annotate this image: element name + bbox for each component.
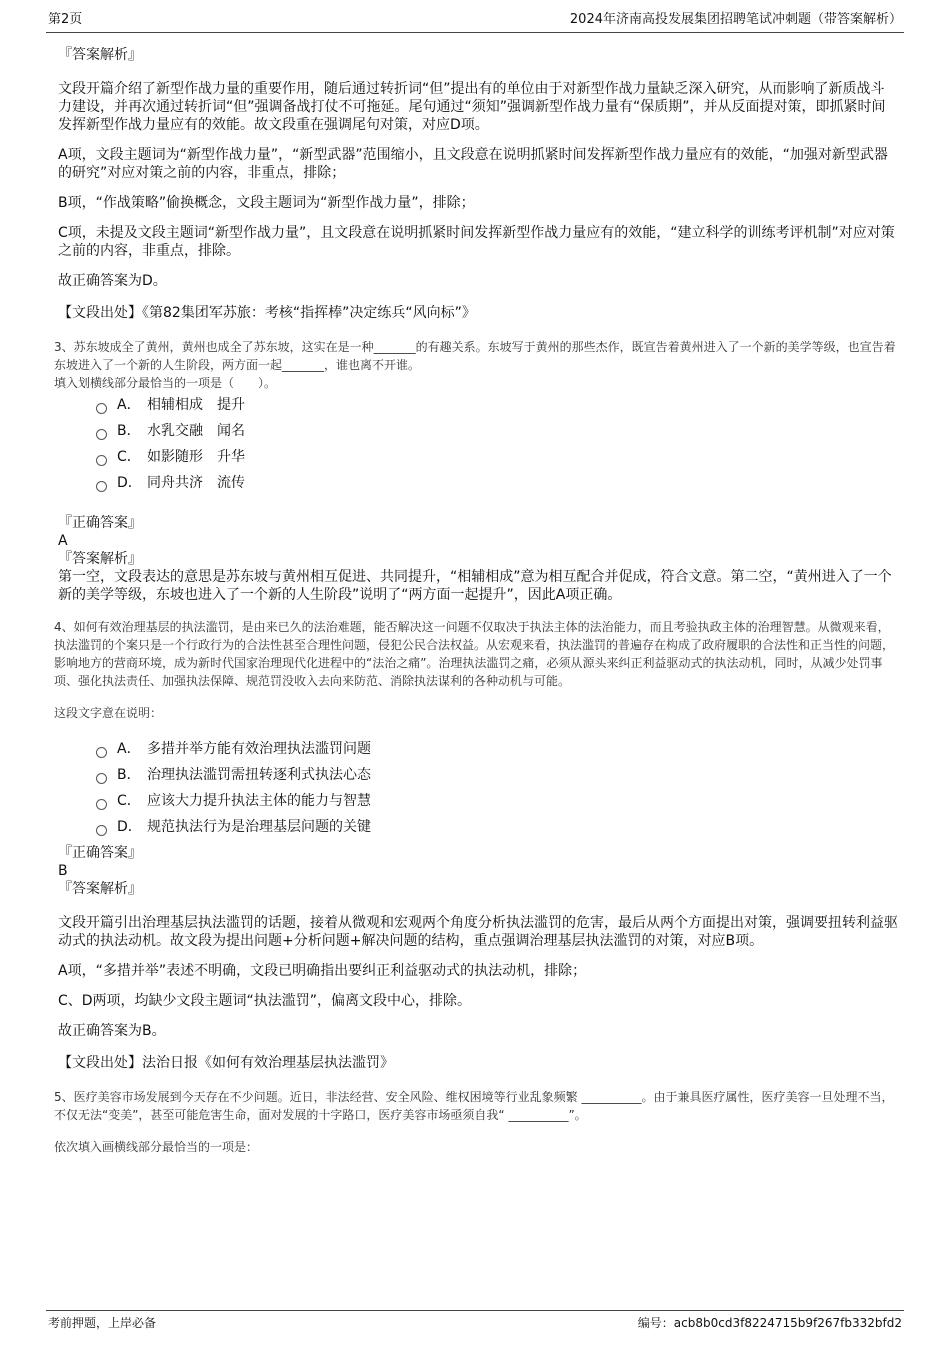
q3-analysis-heading: 『答案解析』 <box>58 551 142 567</box>
q4-analysis-option-a: A项，“多措并举”表述不明确，文段已明确指出要纠正利益驱动式的执法动机，排除； <box>58 963 587 979</box>
page-number: 第2页 <box>48 12 83 27</box>
radio-icon[interactable] <box>96 747 107 758</box>
q2-conclusion: 故正确答案为D。 <box>58 273 167 289</box>
radio-icon[interactable] <box>96 403 107 414</box>
q4-prompt: 这段文字意在说明： <box>54 706 163 720</box>
document-title: 2024年济南高投发展集团招聘笔试冲刺题（带答案解析） <box>569 12 902 27</box>
q4-analysis-heading: 『答案解析』 <box>58 881 142 897</box>
q4-answer-heading: 『正确答案』 <box>58 845 142 861</box>
q3-option-d[interactable]: D． 同舟共济 流传 <box>96 474 898 492</box>
q3-prompt: 填入划横线部分最恰当的一项是（ ）。 <box>54 376 277 390</box>
q4-analysis-para: 文段开篇引出治理基层执法滥罚的话题，接着从微观和宏观两个角度分析执法滥罚的危害，最后从两个方面提出对策，强调要扭转利益驱动式的执法动机。故文段为提出问题+分析问题+解决问题的结构，重点强调治理基层执法滥罚的对策，对应B项。 <box>58 915 898 949</box>
q4-analysis-option-cd: C、D两项，均缺少文段主题词“执法滥罚”，偏离文段中心，排除。 <box>58 993 472 1009</box>
radio-icon[interactable] <box>96 773 107 784</box>
q4-stem: 4、如何有效治理基层的执法滥罚，是由来已久的法治难题，能否解决这一问题不仅取决于执法主体的法治能力，而且考验执政主体的治理智慧。从微观来看，执法滥罚的个案只是一个行政行为的合法性甚至合理性问题，侵犯公民合法权益。从宏观来看，执法滥罚的普遍存在构成了政府履职的合法性和正当性的问题，影响地方的营商环境，成为新时代国家治理现代化进程中的“法治之痛”。治理执法滥罚之痛，必须从源头来纠正利益驱动式的执法动机，同时，从减少处罚事项、强化执法责任、加强执法保障、规范罚没收入去向来防范、消除执法谋利的各种动机与可能。 <box>54 620 895 688</box>
q2-analysis-para: 文段开篇介绍了新型作战力量的重要作用，随后通过转折词“但”提出有的单位由于对新型作战力量缺乏深入研究，从而影响了新质战斗力建设，并再次通过转折词“但”强调备战打仗不可拖延。尾句通过“须知”强调新型作战力量有“保质期”，并从反面提对策，即抓紧时间发挥新型作战力量应有的效能。故文段重在强调尾句对策，对应D项。 <box>58 81 886 133</box>
q2-analysis-option-a: A项，文段主题词为“新型作战力量”，“新型武器”范围缩小，且文段意在说明抓紧时间发挥新型作战力量应有的效能，“加强对新型武器的研究”对应对策之前的内容，非重点，排除； <box>58 147 888 181</box>
q4-answer: B <box>58 863 68 879</box>
main-content <box>54 46 898 1156</box>
q5-stem: 5、医疗美容市场发展到今天存在不少问题。近日，非法经营、安全风险、维权困境等行业乱象频繁 __________。由于兼具医疗属性，医疗美容一旦处理不当，不仅无法“变美”，甚至可能危害生命，面对发展的十字路口，医疗美容市场亟须自我“ __________”。 <box>54 1090 894 1122</box>
q4-option-c[interactable]: C． 应该大力提升执法主体的能力与智慧 <box>96 792 898 810</box>
q3-option-c[interactable]: C． 如影随形 升华 <box>96 448 898 466</box>
q4-option-d[interactable]: D． 规范执法行为是治理基层问题的关键 <box>96 818 898 836</box>
page-header <box>46 10 904 33</box>
q3-stem: 3、苏东坡成全了黄州，黄州也成全了苏东坡，这实在是一种_______的有趣关系。东坡写于黄州的那些杰作，既宣告着黄州进入了一个新的美学等级，也宣告着东坡进入了一个新的人生阶段，两方面一起_______，谁也离不开谁。 <box>54 340 896 372</box>
radio-icon[interactable] <box>96 825 107 836</box>
q3-option-b[interactable]: B． 水乳交融 闻名 <box>96 422 898 440</box>
q5-prompt: 依次填入画横线部分最恰当的一项是： <box>54 1140 259 1154</box>
q2-source: 【文段出处】《第82集团军苏旅：考核“指挥棒”决定练兵“风向标”》 <box>58 305 476 321</box>
radio-icon[interactable] <box>96 455 107 466</box>
q4-conclusion: 故正确答案为B。 <box>58 1023 166 1039</box>
q3-analysis: 第一空，文段表达的意思是苏东坡与黄州相互促进、共同提升，“相辅相成”意为相互配合并促成，符合文意。第二空，“黄州进入了一个新的美学等级，东坡也进入了一个新的人生阶段”说明了“两方面一起提升”，因此A项正确。 <box>58 569 892 603</box>
q4-option-b[interactable]: B． 治理执法滥罚需扭转逐利式执法心态 <box>96 766 898 784</box>
document-code: 编号：acb8b0cd3f8224715b9f267fb332bfd2 <box>637 1316 902 1330</box>
q2-analysis-option-b: B项，“作战策略”偷换概念，文段主题词为“新型作战力量”，排除； <box>58 195 475 211</box>
q4-option-a[interactable]: A． 多措并举方能有效治理执法滥罚问题 <box>96 740 898 758</box>
q2-analysis-option-c: C项，未提及文段主题词“新型作战力量”，且文段意在说明抓紧时间发挥新型作战力量应有的效能，“建立科学的训练考评机制”对应对策之前的内容，非重点，排除。 <box>58 225 895 259</box>
radio-icon[interactable] <box>96 799 107 810</box>
radio-icon[interactable] <box>96 429 107 440</box>
radio-icon[interactable] <box>96 481 107 492</box>
q3-answer: A <box>58 533 68 549</box>
q3-answer-heading: 『正确答案』 <box>58 515 142 531</box>
q3-option-a[interactable]: A． 相辅相成 提升 <box>96 396 898 414</box>
footer-slogan: 考前押题，上岸必备 <box>48 1316 157 1330</box>
page-footer <box>46 1310 904 1335</box>
q2-analysis-heading: 『答案解析』 <box>58 47 142 63</box>
q4-source: 【文段出处】法治日报《如何有效治理基层执法滥罚》 <box>58 1055 394 1071</box>
